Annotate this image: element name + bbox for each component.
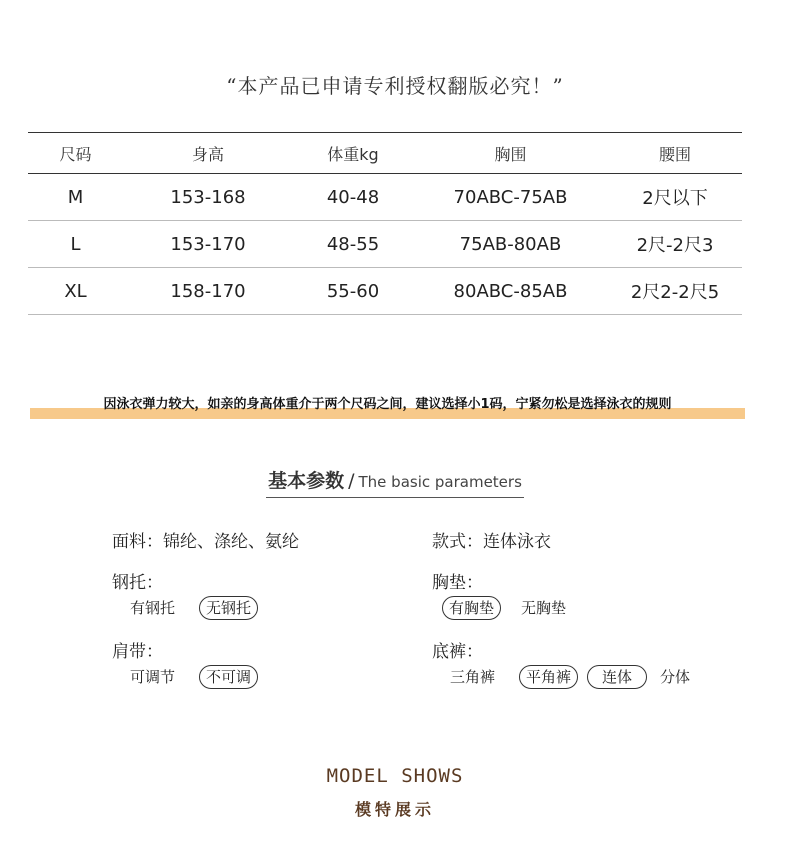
size-tip-banner <box>30 395 745 419</box>
cell-weight: 55-60 <box>293 268 413 315</box>
params-heading-slash: / <box>348 470 355 492</box>
header-weight: 体重kg <box>293 133 413 174</box>
header-size: 尺码 <box>28 133 123 174</box>
cell-height: 153-170 <box>123 221 293 268</box>
cell-weight: 40-48 <box>293 174 413 221</box>
option-boyshorts-selected: 平角裤 <box>519 665 578 689</box>
option-no-pad: 无胸垫 <box>521 599 567 617</box>
copyright-notice: “本产品已申请专利授权翻版必究！” <box>226 74 564 98</box>
cell-size: L <box>28 221 123 268</box>
steel-support-label: 钢托： <box>112 573 163 593</box>
option-briefs: 三角裤 <box>450 668 496 686</box>
style-line: 款式：连体泳衣 <box>432 532 551 552</box>
chest-pad-label: 胸垫： <box>432 573 483 593</box>
header-height: 身高 <box>123 133 293 174</box>
model-shows-subtitle: 模特展示 <box>354 800 435 819</box>
option-with-pad-selected: 有胸垫 <box>442 596 501 620</box>
table-row <box>28 221 742 268</box>
strap-label: 肩带： <box>112 642 163 662</box>
bottom-label: 底裤： <box>432 642 483 662</box>
table-header-row <box>28 133 742 174</box>
params-heading-zh: 基本参数 <box>268 470 345 492</box>
header-waist: 腰围 <box>608 133 742 174</box>
table-row <box>28 174 742 221</box>
option-two-piece: 分体 <box>660 668 691 686</box>
cell-bust: 75AB-80AB <box>413 221 608 268</box>
size-tip-text: 因泳衣弹力较大，如亲的身高体重介于两个尺码之间，建议选择小1码，宁紧勿松是选择泳衣的规则 <box>103 397 672 412</box>
model-shows-title: MODEL SHOWS <box>326 765 464 787</box>
option-adjustable: 可调节 <box>130 668 176 686</box>
cell-size: XL <box>28 268 123 315</box>
header-bust: 胸围 <box>413 133 608 174</box>
cell-height: 153-168 <box>123 174 293 221</box>
params-heading <box>0 468 790 498</box>
option-with-steel: 有钢托 <box>130 599 176 617</box>
cell-bust: 70ABC-75AB <box>413 174 608 221</box>
option-one-piece-selected: 连体 <box>587 665 647 689</box>
cell-weight: 48-55 <box>293 221 413 268</box>
option-not-adjustable-selected: 不可调 <box>199 665 258 689</box>
cell-bust: 80ABC-85AB <box>413 268 608 315</box>
size-chart-table <box>28 132 742 315</box>
cell-waist: 2尺2-2尺5 <box>608 268 742 315</box>
table-row <box>28 268 742 315</box>
params-heading-en: The basic parameters <box>358 473 522 491</box>
option-no-steel-selected: 无钢托 <box>199 596 258 620</box>
cell-waist: 2尺-2尺3 <box>608 221 742 268</box>
fabric-line: 面料：锦纶、涤纶、氨纶 <box>112 532 299 552</box>
cell-size: M <box>28 174 123 221</box>
cell-height: 158-170 <box>123 268 293 315</box>
cell-waist: 2尺以下 <box>608 174 742 221</box>
